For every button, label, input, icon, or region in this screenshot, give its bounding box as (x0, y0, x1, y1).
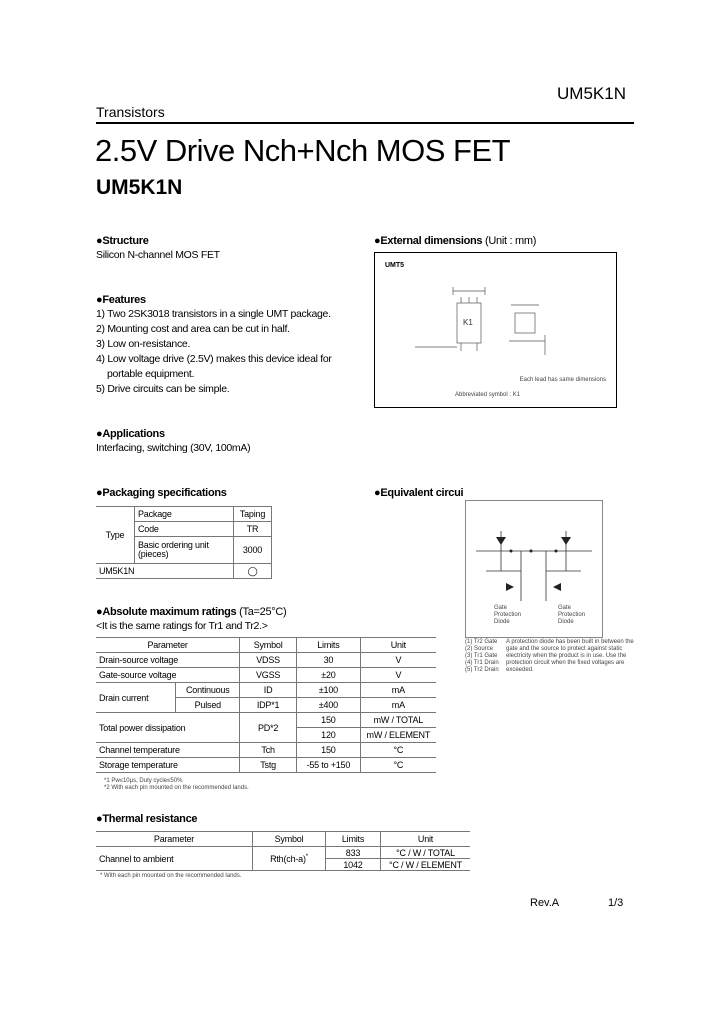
footer-rev: Rev.A (530, 897, 560, 909)
unit-cell: mW / ELEMENT (360, 728, 436, 743)
package-drawing (405, 275, 595, 370)
param-cell: Drain current (96, 683, 176, 713)
unit-cell: °C / W / TOTAL (381, 847, 471, 859)
unit-cell: mW / TOTAL (360, 713, 436, 728)
abs-max-heading: ●Absolute maximum ratings (Ta=25°C) (96, 606, 287, 618)
symbol-cell: Tch (240, 743, 297, 758)
limit-cell: 150 (297, 743, 361, 758)
param-cell: Drain-source voltage (96, 653, 240, 668)
feature-item: 3) Low on-resistance. (96, 338, 191, 350)
limit-cell: 150 (297, 713, 361, 728)
param-sub-cell: Continuous (176, 683, 240, 698)
circuit-pin-labels: (1) Tr2 Gate (2) Source (3) Tr1 Gate (4) Tr1 Drain (5) Tr2 Drain (465, 639, 499, 673)
features-list (96, 307, 356, 397)
col-header: Symbol (240, 638, 297, 653)
col-header: Symbol (253, 832, 326, 847)
feature-item: 2) Mounting cost and area can be cut in half. (96, 323, 290, 335)
symbol-cell: Rth(ch-a)* (253, 847, 326, 871)
footer-page: 1/3 (608, 897, 624, 909)
symbol-cell: VGSS (240, 668, 297, 683)
symbol-cell: Tstg (240, 758, 297, 773)
equivalent-heading: ●Equivalent circui (374, 487, 464, 499)
limit-cell: ±400 (297, 698, 361, 713)
param-cell: Gate-source voltage (96, 668, 240, 683)
unit-cell: V (360, 668, 436, 683)
thermal-table (96, 831, 470, 871)
pkg-row-label: Basic ordering unit (pieces) (135, 537, 234, 564)
structure-text: Silicon N-channel MOS FET (96, 249, 220, 261)
abs-max-table (96, 637, 436, 773)
dimensions-note: Each lead has same dimensions (519, 377, 606, 383)
param-cell: Channel to ambient (96, 847, 253, 871)
col-header: Unit (381, 832, 471, 847)
circuit-box (465, 500, 603, 638)
limit-cell: -55 to +150 (297, 758, 361, 773)
col-header: Unit (360, 638, 436, 653)
param-cell: Total power dissipation (96, 713, 240, 743)
header-category: Transistors (96, 104, 165, 120)
abs-max-notes: *1 Pw≤10μs, Duty cycle≤50% *2 With each pin mounted on the recommended lands. (104, 778, 249, 791)
thermal-heading: ●Thermal resistance (96, 813, 198, 825)
type-label: Type (96, 507, 135, 564)
symbol-cell: IDP*1 (240, 698, 297, 713)
applications-text: Interfacing, switching (30V, 100mA) (96, 442, 251, 454)
packaging-heading: ●Packaging specifications (96, 487, 227, 499)
pkg-row-label: Code (135, 522, 234, 537)
gate-diode-label-2: Gate Protection Diode (558, 605, 586, 625)
unit-cell: mA (360, 683, 436, 698)
limit-cell: 30 (297, 653, 361, 668)
applications-heading: ●Applications (96, 428, 165, 440)
limit-cell: ±100 (297, 683, 361, 698)
symbol-cell: ID (240, 683, 297, 698)
col-header: Limits (326, 832, 381, 847)
svg-text:K1: K1 (463, 318, 473, 327)
col-header: Parameter (96, 832, 253, 847)
header-part-number: UM5K1N (557, 84, 626, 103)
feature-item: 1) Two 2SK3018 transistors in a single UMT package. (96, 308, 331, 320)
pkg-row-value: TR (234, 522, 272, 537)
unit-cell: °C (360, 758, 436, 773)
circuit-note: A protection diode has been built in between the gate and the source to protect against static electricity when the product is in use. Use the protection circuit when the fixed voltages are exceeded. (506, 639, 634, 673)
part-number-heading: UM5K1N (96, 176, 183, 199)
dimensions-box (374, 252, 617, 408)
col-header: Parameter (96, 638, 240, 653)
feature-item: 4) Low voltage drive (2.5V) makes this device ideal for (96, 353, 332, 365)
abs-max-subheading: <It is the same ratings for Tr1 and Tr2.> (96, 620, 268, 632)
packaging-table (96, 506, 272, 579)
gate-diode-label-1: Gate Protection Diode (494, 605, 522, 625)
limit-cell: 1042 (326, 859, 381, 871)
symbol-cell: PD*2 (240, 713, 297, 743)
header-rule (96, 122, 634, 124)
package-label: UMT5 (385, 262, 405, 269)
external-dimensions-heading: ●External dimensions (Unit : mm) (374, 235, 537, 247)
feature-item: 5) Drive circuits can be simple. (96, 383, 230, 395)
unit-cell: °C (360, 743, 436, 758)
abbrev-symbol: Abbreviated symbol : K1 (455, 392, 521, 398)
limit-cell: ±20 (297, 668, 361, 683)
features-heading: ●Features (96, 294, 146, 306)
unit-cell: V (360, 653, 436, 668)
unit-cell: mA (360, 698, 436, 713)
param-sub-cell: Pulsed (176, 698, 240, 713)
structure-heading: ●Structure (96, 235, 149, 247)
limit-cell: 833 (326, 847, 381, 859)
pkg-row-value: 3000 (234, 537, 272, 564)
symbol-cell: VDSS (240, 653, 297, 668)
pkg-row-value: Taping (234, 507, 272, 522)
thermal-note: * With each pin mounted on the recommended lands. (100, 873, 242, 879)
limit-cell: 120 (297, 728, 361, 743)
unit-cell: °C / W / ELEMENT (381, 859, 471, 871)
page-title: 2.5V Drive Nch+Nch MOS FET (95, 133, 511, 168)
pkg-row-label: Package (135, 507, 234, 522)
pkg-mark: ◯ (234, 564, 272, 579)
feature-item: portable equipment. (107, 368, 195, 380)
pkg-part: UM5K1N (96, 564, 234, 579)
param-cell: Storage temperature (96, 758, 240, 773)
param-cell: Channel temperature (96, 743, 240, 758)
col-header: Limits (297, 638, 361, 653)
